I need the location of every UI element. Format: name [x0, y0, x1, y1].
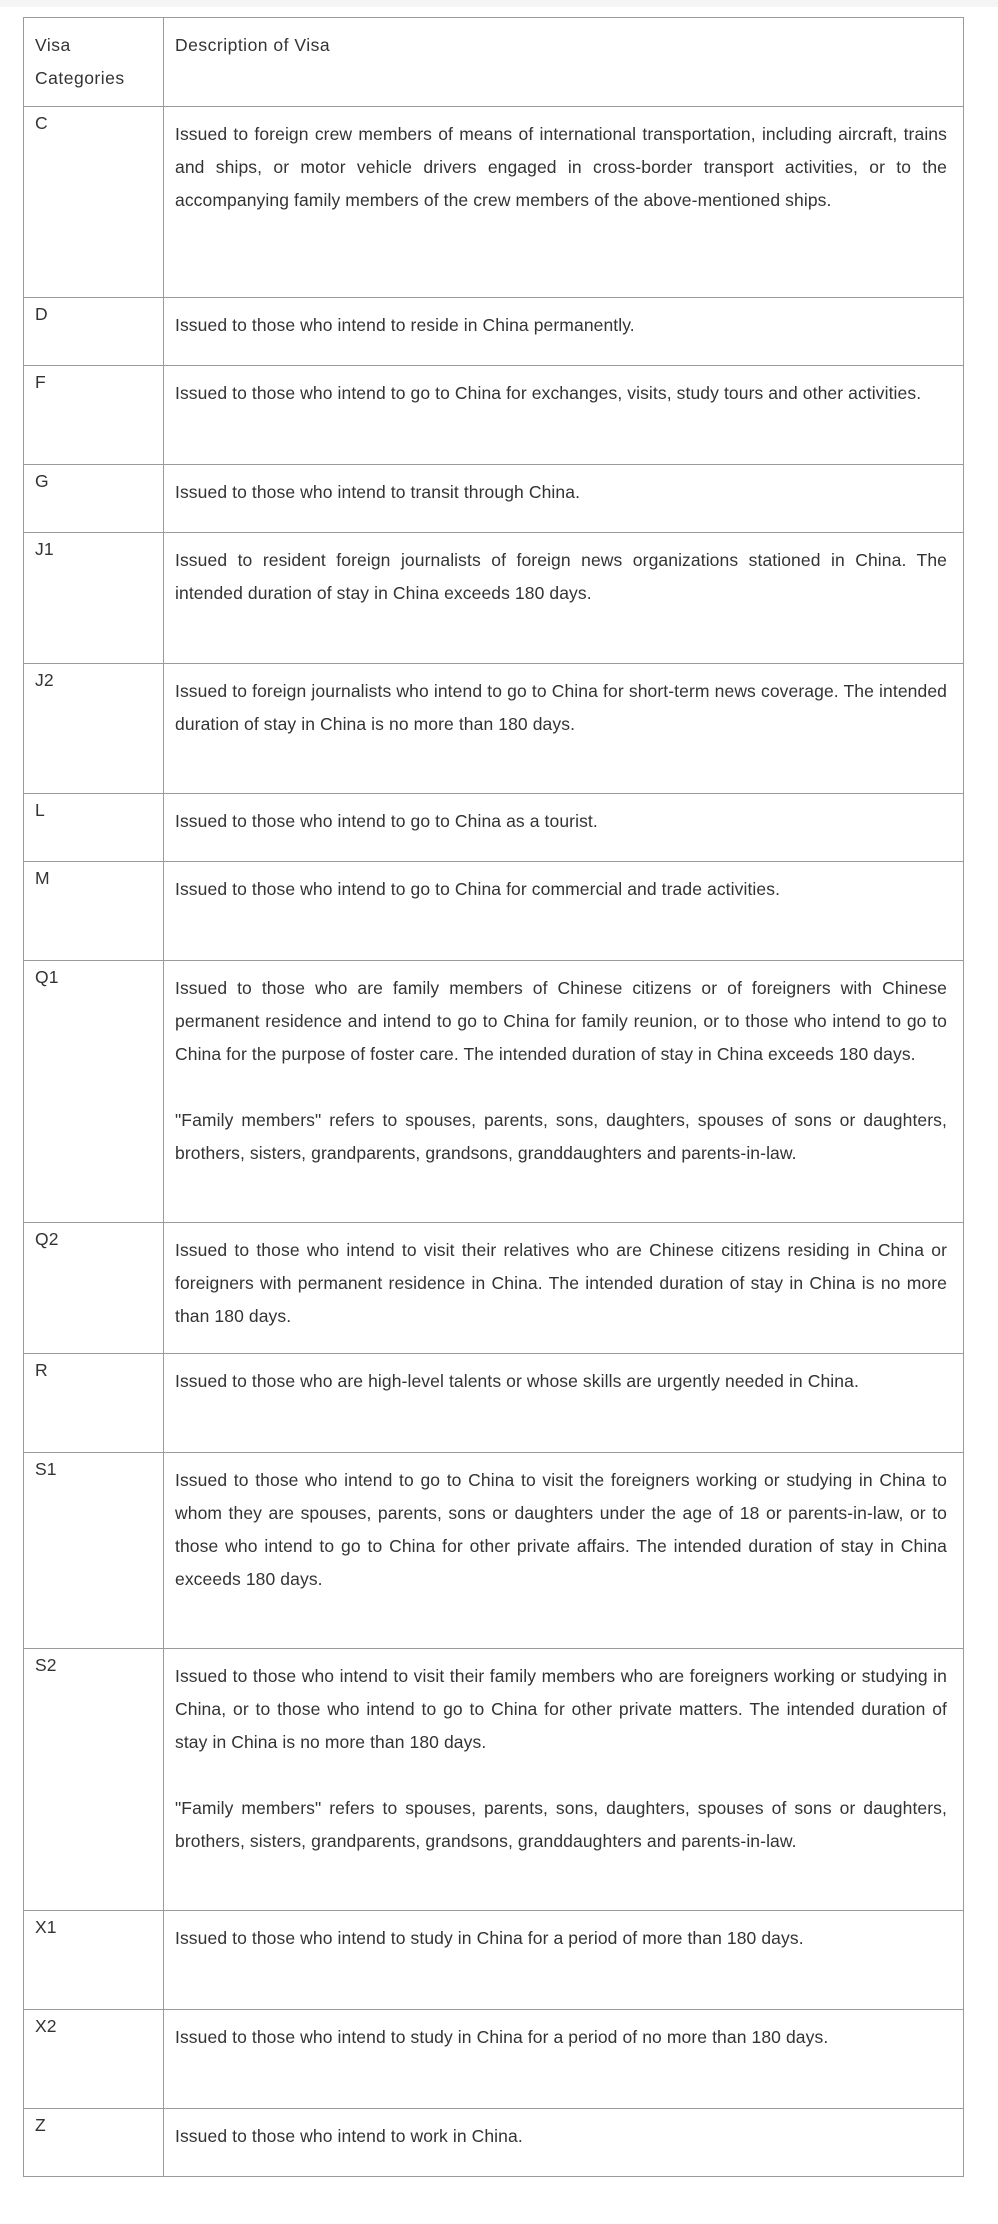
visa-description-cell — [164, 961, 964, 1223]
table-row — [24, 465, 964, 533]
description-paragraph: Issued to those who intend to work in China. — [175, 2126, 523, 2146]
visa-category-label: G — [35, 471, 49, 491]
page-top-band — [0, 0, 998, 7]
table-row — [24, 2109, 964, 2177]
description-paragraph: Issued to those who intend to visit their relatives who are Chinese citizens residing in China or foreigners with permanent residence in China. The intended duration of stay in China is no more than 180 days. — [175, 1240, 947, 1326]
column-header-visa-categories — [24, 18, 164, 107]
visa-category-label: X2 — [35, 2016, 57, 2036]
visa-category-label: J1 — [35, 539, 54, 559]
table-row — [24, 794, 964, 862]
visa-description-text — [164, 862, 963, 917]
visa-description-text — [164, 1649, 963, 1869]
visa-category-label: C — [35, 113, 48, 133]
visa-category-cell — [24, 1453, 164, 1649]
visa-description-cell — [164, 862, 964, 961]
visa-categories-table-container — [23, 17, 963, 2177]
table-row — [24, 961, 964, 1223]
description-paragraph: Issued to those who intend to visit their family members who are foreigners working or studying in China, or to those who intend to go to China for other private matters. The intended duration of stay in China is no more than 180 days. — [175, 1666, 947, 1752]
description-paragraph: Issued to foreign crew members of means of international transportation, including aircraft, trains and ships, or motor vehicle drivers engaged in cross-border transport activities, or to the accompanying family members of the crew members of the above-mentioned ships. — [175, 124, 947, 210]
description-paragraph: "Family members" refers to spouses, parents, sons, daughters, spouses of sons or daughters, brothers, sisters, grandparents, grandsons, granddaughters and parents-in-law. — [175, 1110, 947, 1163]
table-row — [24, 2010, 964, 2109]
visa-category-label: Q2 — [35, 1229, 59, 1249]
table-row — [24, 1911, 964, 2010]
table-row — [24, 366, 964, 465]
visa-category-label: J2 — [35, 670, 54, 690]
visa-description-cell — [164, 107, 964, 298]
table-row — [24, 1354, 964, 1453]
visa-description-text — [164, 533, 963, 621]
visa-category-cell — [24, 366, 164, 465]
visa-description-text — [164, 465, 963, 520]
description-paragraph: Issued to those who intend to go to China for exchanges, visits, study tours and other activities. — [175, 383, 922, 403]
column-header-description-of-visa-label: Description of Visa — [175, 35, 331, 55]
visa-description-text — [164, 794, 963, 849]
visa-description-text — [164, 2010, 963, 2065]
description-paragraph: Issued to those who intend to go to China for commercial and trade activities. — [175, 879, 781, 899]
visa-description-cell — [164, 1223, 964, 1354]
description-paragraph: Issued to those who are family members of Chinese citizens or of foreigners with Chinese permanent residence and intend to go to China for family reunion, or to those who intend to go to China for the purpose of foster care. The intended duration of stay in China exceeds 180 days. — [175, 978, 947, 1064]
table-row — [24, 298, 964, 366]
visa-category-cell — [24, 1649, 164, 1911]
visa-category-cell — [24, 533, 164, 664]
table-row — [24, 664, 964, 794]
visa-category-cell — [24, 1223, 164, 1354]
visa-description-text — [164, 961, 963, 1181]
visa-description-text — [164, 2109, 963, 2164]
description-paragraph: Issued to those who intend to study in China for a period of no more than 180 days. — [175, 2027, 829, 2047]
visa-description-cell — [164, 664, 964, 794]
visa-category-label: D — [35, 304, 48, 324]
table-row — [24, 862, 964, 961]
description-paragraph: Issued to those who intend to reside in China permanently. — [175, 315, 635, 335]
visa-category-label: S2 — [35, 1655, 57, 1675]
visa-description-cell — [164, 2010, 964, 2109]
visa-category-cell — [24, 1911, 164, 2010]
visa-description-cell — [164, 298, 964, 366]
visa-category-cell — [24, 664, 164, 794]
table-row — [24, 1453, 964, 1649]
visa-category-cell — [24, 465, 164, 533]
visa-category-cell — [24, 961, 164, 1223]
visa-description-cell — [164, 2109, 964, 2177]
description-paragraph: Issued to those who intend to transit through China. — [175, 482, 581, 502]
visa-categories-table — [23, 17, 964, 2177]
column-header-description-of-visa — [164, 18, 964, 107]
visa-description-cell — [164, 1649, 964, 1911]
description-paragraph: Issued to those who intend to go to China as a tourist. — [175, 811, 598, 831]
description-paragraph: Issued to those who intend to study in China for a period of more than 180 days. — [175, 1928, 804, 1948]
visa-description-cell — [164, 533, 964, 664]
visa-description-text — [164, 1354, 963, 1409]
description-paragraph: Issued to those who intend to go to China to visit the foreigners working or studying in China to whom they are spouses, parents, sons or daughters under the age of 18 or parents-in-law, or to those who intend to go to China for other private affairs. The intended duration of stay in China exceeds 180 days. — [175, 1470, 947, 1589]
visa-category-label: F — [35, 372, 46, 392]
table-row — [24, 1649, 964, 1911]
table-header — [24, 18, 964, 107]
description-paragraph: Issued to foreign journalists who intend to go to China for short-term news coverage. The intended duration of stay in China is no more than 180 days. — [175, 681, 947, 734]
visa-category-cell — [24, 794, 164, 862]
visa-category-cell — [24, 298, 164, 366]
table-header-row — [24, 18, 964, 107]
visa-category-cell — [24, 862, 164, 961]
visa-description-cell — [164, 1354, 964, 1453]
column-header-visa-categories-label: Visa Categories — [35, 35, 125, 88]
table-row — [24, 533, 964, 664]
visa-description-cell — [164, 794, 964, 862]
visa-description-text — [164, 366, 963, 421]
visa-category-label: Z — [35, 2115, 46, 2135]
visa-description-text — [164, 664, 963, 752]
table-row — [24, 107, 964, 298]
visa-description-text — [164, 1911, 963, 1966]
visa-category-label: Q1 — [35, 967, 59, 987]
description-paragraph: Issued to resident foreign journalists of foreign news organizations stationed in China. The intended duration of stay in China exceeds 180 days. — [175, 550, 947, 603]
visa-category-label: S1 — [35, 1459, 57, 1479]
visa-description-cell — [164, 1911, 964, 2010]
visa-category-cell — [24, 1354, 164, 1453]
visa-category-cell — [24, 107, 164, 298]
visa-description-cell — [164, 366, 964, 465]
description-paragraph: Issued to those who are high-level talents or whose skills are urgently needed in China. — [175, 1371, 859, 1391]
table-row — [24, 1223, 964, 1354]
visa-description-text — [164, 107, 963, 228]
visa-description-text — [164, 1453, 963, 1607]
visa-category-label: L — [35, 800, 45, 820]
visa-description-text — [164, 1223, 963, 1344]
visa-category-label: X1 — [35, 1917, 57, 1937]
visa-description-text — [164, 298, 963, 353]
visa-category-label: M — [35, 868, 50, 888]
visa-category-cell — [24, 2109, 164, 2177]
visa-description-cell — [164, 1453, 964, 1649]
visa-category-label: R — [35, 1360, 48, 1380]
visa-description-cell — [164, 465, 964, 533]
description-paragraph: "Family members" refers to spouses, parents, sons, daughters, spouses of sons or daughters, brothers, sisters, grandparents, grandsons, granddaughters and parents-in-law. — [175, 1798, 947, 1851]
table-body — [24, 107, 964, 2177]
visa-category-cell — [24, 2010, 164, 2109]
